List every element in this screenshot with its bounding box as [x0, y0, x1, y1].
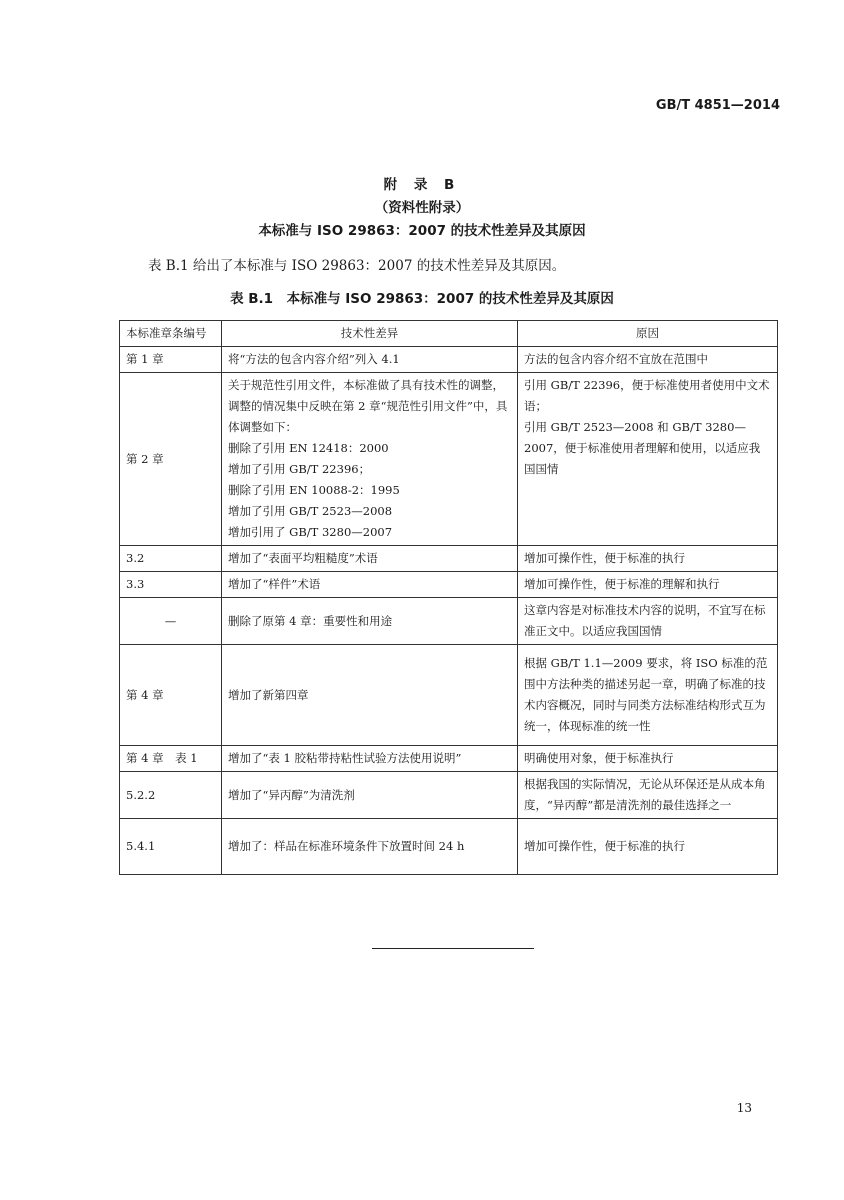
page-number: 13	[736, 1101, 752, 1115]
reason-cell: 明确使用对象，便于标准执行	[518, 746, 778, 772]
column-header-reason: 原因	[518, 321, 778, 347]
difference-cell	[222, 373, 518, 546]
clause-cell: 5.4.1	[120, 819, 222, 875]
clause-cell: 3.3	[120, 572, 222, 598]
reason-cell: 增加可操作性，便于标准的执行	[518, 546, 778, 572]
difference-cell: 增加了“异丙醇”为清洗剂	[222, 772, 518, 819]
table-row	[120, 645, 778, 746]
table-caption: 表 B.1 本标准与 ISO 29863：2007 的技术性差异及其原因	[230, 291, 614, 307]
difference-cell: 删除了原第 4 章：重要性和用途	[222, 598, 518, 645]
difference-cell: 增加了“样件”术语	[222, 572, 518, 598]
technical-differences-table	[119, 320, 778, 875]
difference-cell: 增加了“表 1 胶粘带持粘性试验方法使用说明”	[222, 746, 518, 772]
appendix-title: 附 录 B	[383, 177, 461, 193]
clause-cell: 3.2	[120, 546, 222, 572]
appendix-heading: 本标准与 ISO 29863：2007 的技术性差异及其原因	[258, 223, 586, 239]
difference-line: 删除了引用 EN 10088-2：1995	[228, 483, 400, 497]
table-row	[120, 819, 778, 875]
reason-line: 引用 GB/T 2523—2008 和 GB/T 3280—2007，便于标准使用者理解和使用，以适应我国国情	[524, 420, 761, 476]
difference-cell: 增加了“表面平均粗糙度”术语	[222, 546, 518, 572]
table-row	[120, 373, 778, 546]
table-row	[120, 772, 778, 819]
clause-cell: 第 2 章	[120, 373, 222, 546]
difference-cell: 将“方法的包含内容介绍”列入 4.1	[222, 347, 518, 373]
difference-line: 增加引用了 GB/T 3280—2007	[228, 525, 393, 539]
clause-cell: 第 4 章 表 1	[120, 746, 222, 772]
reason-cell: 方法的包含内容介绍不宜放在范围中	[518, 347, 778, 373]
table-row	[120, 546, 778, 572]
difference-cell: 增加了新第四章	[222, 645, 518, 746]
clause-cell: 第 4 章	[120, 645, 222, 746]
appendix-subtitle: （资料性附录）	[374, 200, 470, 216]
clause-cell: 第 1 章	[120, 347, 222, 373]
reason-cell: 根据 GB/T 1.1—2009 要求，将 ISO 标准的范围中方法种类的描述另起一章，明确了标准的技术内容概况，同时与同类方法标准结构形式互为统一，体现标准的统一性	[518, 645, 778, 746]
reason-line: 引用 GB/T 22396，便于标准使用者使用中文术语；	[524, 378, 770, 413]
difference-line: 关于规范性引用文件，本标准做了具有技术性的调整，调整的情况集中反映在第 2 章“规范性引用文件”中，具体调整如下：	[228, 378, 508, 434]
reason-cell: 根据我国的实际情况，无论从环保还是从成本角度，“异丙醇”都是清洗剂的最佳选择之一	[518, 772, 778, 819]
table-row	[120, 598, 778, 645]
end-rule	[372, 948, 534, 949]
reason-cell: 增加可操作性，便于标准的执行	[518, 819, 778, 875]
table-row	[120, 746, 778, 772]
column-header-clause: 本标准章条编号	[120, 321, 222, 347]
reason-cell: 这章内容是对标准技术内容的说明，不宜写在标准正文中。以适应我国国情	[518, 598, 778, 645]
difference-cell: 增加了：样品在标准环境条件下放置时间 24 h	[222, 819, 518, 875]
reason-cell: 增加可操作性，便于标准的理解和执行	[518, 572, 778, 598]
clause-cell: 5.2.2	[120, 772, 222, 819]
clause-cell: —	[120, 598, 222, 645]
difference-line: 增加了引用 GB/T 2523—2008	[228, 504, 393, 518]
table-row	[120, 347, 778, 373]
standard-code: GB/T 4851—2014	[655, 98, 780, 113]
difference-line: 删除了引用 EN 12418：2000	[228, 441, 389, 455]
reason-cell	[518, 373, 778, 546]
difference-line: 增加了引用 GB/T 22396；	[228, 462, 371, 476]
column-header-difference: 技术性差异	[222, 321, 518, 347]
table-row	[120, 572, 778, 598]
table-header-row	[120, 321, 778, 347]
intro-paragraph: 表 B.1 给出了本标准与 ISO 29863：2007 的技术性差异及其原因。	[148, 258, 566, 274]
